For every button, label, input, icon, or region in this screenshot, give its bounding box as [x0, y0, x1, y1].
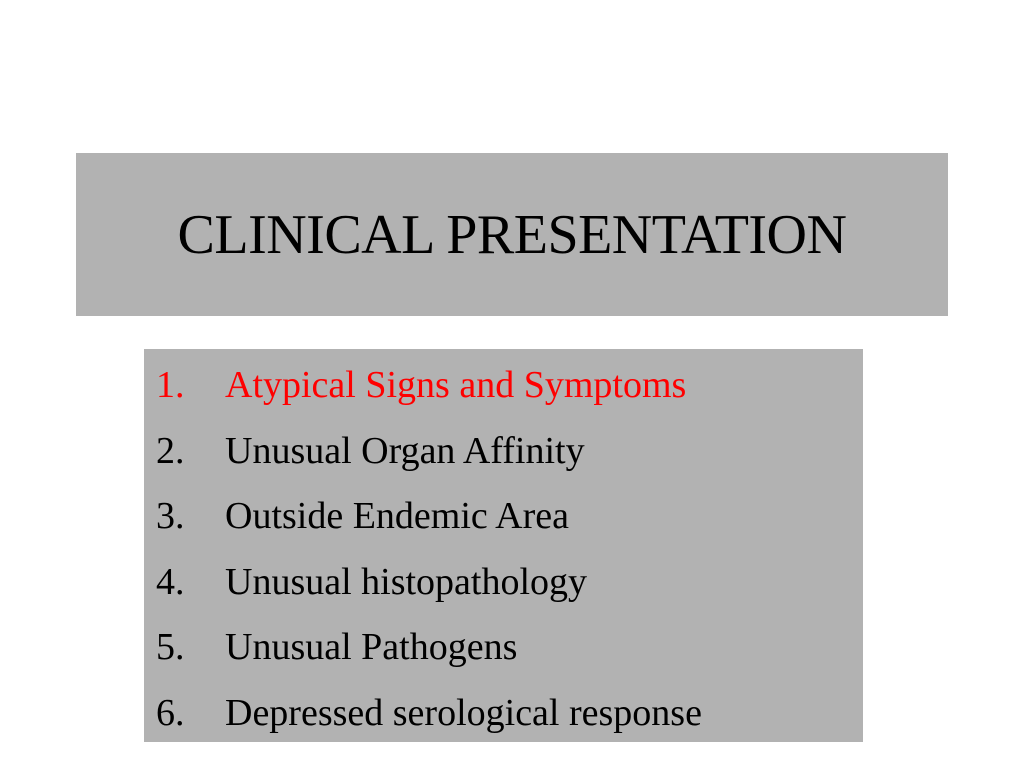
list-item: [156, 562, 702, 628]
numbered-list: [156, 365, 702, 758]
content-panel: [144, 349, 863, 742]
list-item-number: 5.: [156, 626, 185, 668]
list-item: [156, 496, 702, 562]
list-item: [156, 693, 702, 759]
list-item-text: Depressed serological response: [225, 691, 702, 734]
title-panel: [76, 153, 948, 316]
list-item: [156, 627, 702, 693]
list-item-number: 2.: [156, 429, 185, 472]
list-item-number: 3.: [156, 495, 185, 537]
list-item: [156, 365, 702, 431]
list-item-text: Outside Endemic Area: [225, 495, 570, 537]
list-item-number: 1.: [156, 364, 185, 406]
list-item-number: 6.: [156, 691, 185, 734]
list-item-text: Unusual Organ Affinity: [225, 429, 585, 472]
list-item: [156, 431, 702, 497]
list-item-text: Unusual Pathogens: [225, 626, 518, 668]
list-item-text: Atypical Signs and Symptoms: [225, 364, 687, 406]
list-item-text: Unusual histopathology: [225, 560, 588, 603]
slide-title: CLINICAL PRESENTATION: [177, 203, 847, 266]
list-item-number: 4.: [156, 560, 185, 603]
